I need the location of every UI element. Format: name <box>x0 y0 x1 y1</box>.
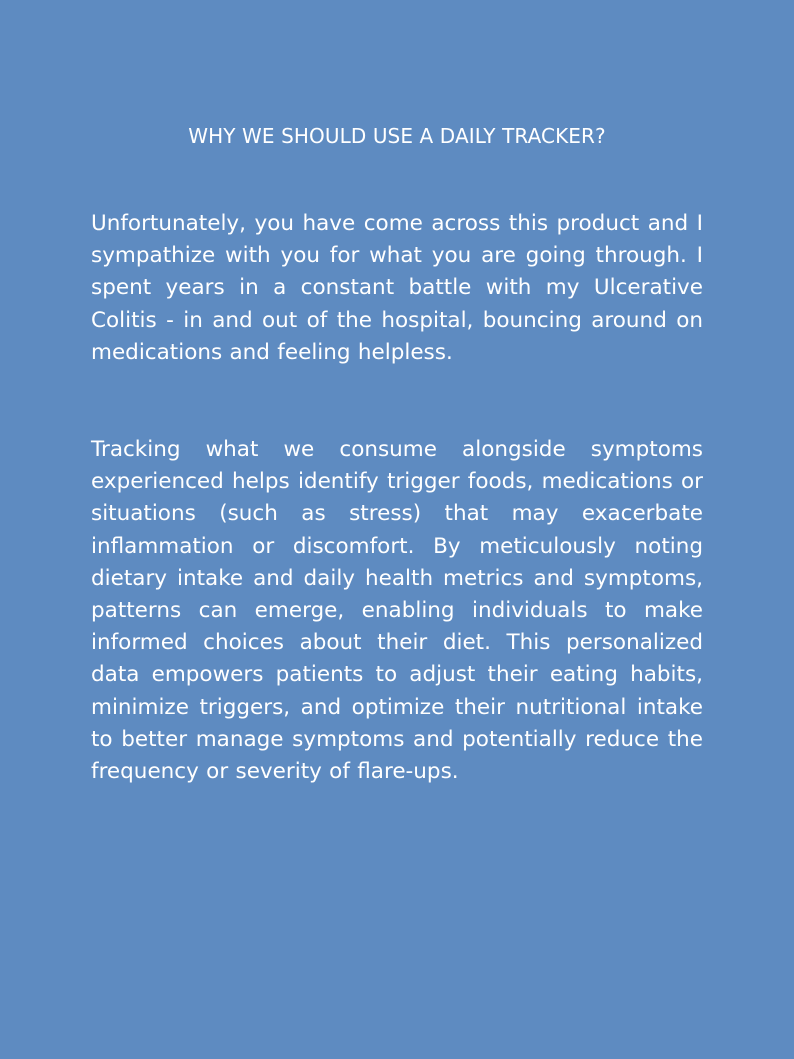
tracking-benefits-paragraph: Tracking what we consume alongside symptoms experienced helps identify trigger foods, medications or situations (such as stress) that may exacerbate inflammation or discomfort. By meticulously noting dietary intake and daily health metrics and symptoms, patterns can emerge, enabling individuals to make informed choices about their diet. This personalized data empowers patients to adjust their eating habits, minimize triggers, and optimize their nutritional intake to better manage symptoms and potentially reduce the frequency or severity of flare-ups. <box>91 437 703 785</box>
page-title: WHY WE SHOULD USE A DAILY TRACKER? <box>188 124 606 148</box>
intro-paragraph: Unfortunately, you have come across this product and I sympathize with you for what you are going through. I spent years in a constant battle with my Ulcerative Colitis - in and out of the hospital, bouncing around on medications and feeling helpless. <box>91 211 703 365</box>
